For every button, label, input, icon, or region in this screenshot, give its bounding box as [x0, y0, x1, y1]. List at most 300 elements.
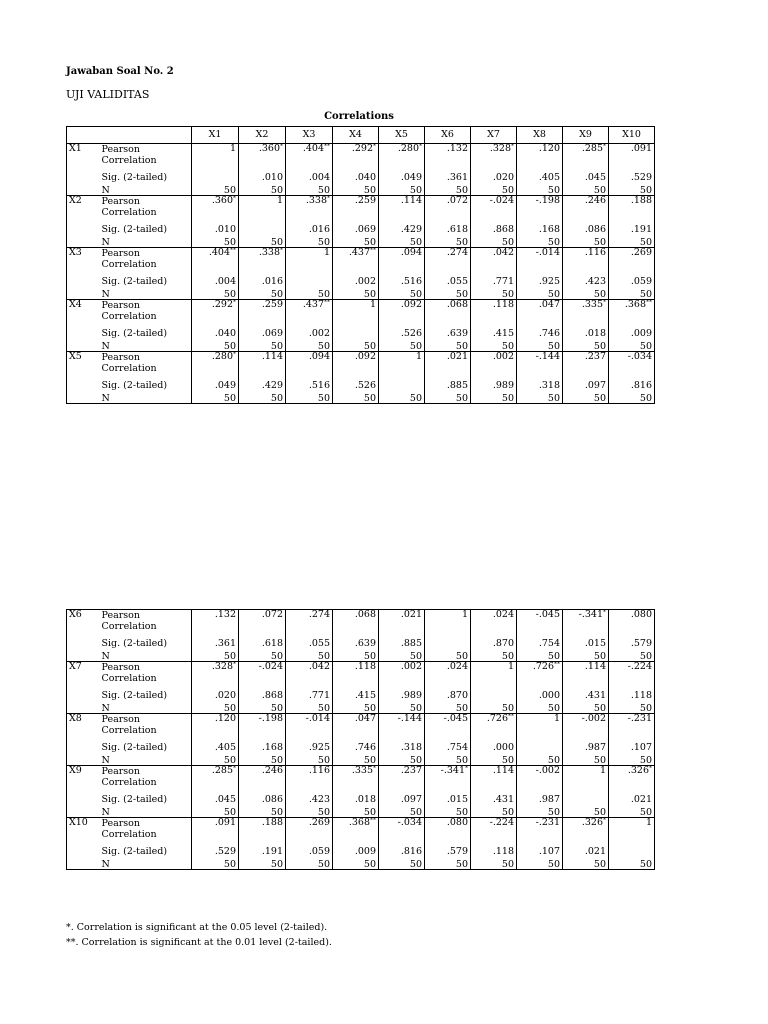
- value-cell: .816: [609, 376, 655, 390]
- sig-row: [67, 790, 655, 804]
- significance-mark: *: [649, 765, 652, 772]
- value-cell: .246: [563, 196, 609, 221]
- value-cell: 50: [286, 752, 333, 766]
- value-cell: -.224: [471, 818, 517, 843]
- value-cell: 50: [379, 338, 425, 352]
- significance-mark: **: [230, 247, 236, 254]
- value-cell: 50: [563, 182, 609, 196]
- significance-mark: *: [465, 765, 468, 772]
- value-cell: .004: [192, 272, 239, 286]
- value-cell: 50: [239, 648, 286, 662]
- value-cell: -.014: [286, 714, 333, 739]
- value-cell: .009: [609, 324, 655, 338]
- value-cell: -.341*: [563, 610, 609, 635]
- value-cell: [425, 634, 471, 648]
- value-cell: .168: [517, 220, 563, 234]
- correlations-table-top: [66, 126, 655, 404]
- value-cell: 50: [609, 700, 655, 714]
- sig-row: [67, 842, 655, 856]
- significance-mark: *: [511, 143, 514, 150]
- value-cell: .415: [471, 324, 517, 338]
- value-cell: .526: [379, 324, 425, 338]
- value-cell: .107: [609, 738, 655, 752]
- value-cell: .080: [609, 610, 655, 635]
- col-header: X7: [471, 127, 517, 144]
- value-cell: 50: [609, 182, 655, 196]
- value-cell: 50: [239, 700, 286, 714]
- value-cell: .094: [286, 352, 333, 377]
- value-cell: .118: [609, 686, 655, 700]
- value-cell: .091: [192, 818, 239, 843]
- n-row: [67, 648, 655, 662]
- value-cell: [517, 738, 563, 752]
- value-cell: .016: [239, 272, 286, 286]
- value-cell: .009: [333, 842, 379, 856]
- value-cell: .726**: [471, 714, 517, 739]
- statistic-label: N: [100, 856, 192, 870]
- n-row: [67, 234, 655, 248]
- value-cell: 50: [425, 234, 471, 248]
- value-cell: .010: [239, 168, 286, 182]
- sig-row: [67, 738, 655, 752]
- value-cell: [333, 324, 379, 338]
- statistic-label: Pearson Correlation: [100, 610, 192, 635]
- value-cell: .771: [286, 686, 333, 700]
- value-cell: 50: [333, 234, 379, 248]
- value-cell: .191: [609, 220, 655, 234]
- significance-mark: *: [603, 609, 606, 616]
- value-cell: 50: [333, 648, 379, 662]
- statistic-label: N: [100, 648, 192, 662]
- value-cell: 50: [239, 182, 286, 196]
- value-cell: .072: [425, 196, 471, 221]
- value-cell: 50: [192, 390, 239, 404]
- value-cell: .335*: [563, 300, 609, 325]
- value-cell: 1: [609, 818, 655, 843]
- pearson-row: [67, 714, 655, 739]
- statistic-label: N: [100, 390, 192, 404]
- value-cell: .529: [192, 842, 239, 856]
- value-cell: 50: [563, 234, 609, 248]
- value-cell: .188: [239, 818, 286, 843]
- n-row: [67, 700, 655, 714]
- statistic-label: Pearson Correlation: [100, 766, 192, 791]
- value-cell: 50: [286, 648, 333, 662]
- value-cell: 50: [425, 338, 471, 352]
- col-header: X8: [517, 127, 563, 144]
- value-cell: .015: [563, 634, 609, 648]
- value-cell: 50: [517, 286, 563, 300]
- value-cell: 50: [333, 804, 379, 818]
- statistic-label: N: [100, 804, 192, 818]
- value-cell: .437**: [333, 248, 379, 273]
- value-cell: .746: [517, 324, 563, 338]
- value-cell: .885: [425, 376, 471, 390]
- value-cell: 1: [379, 352, 425, 377]
- value-cell: .292*: [192, 300, 239, 325]
- value-cell: 50: [192, 752, 239, 766]
- value-cell: .021: [425, 352, 471, 377]
- value-cell: .338*: [239, 248, 286, 273]
- significance-mark: **: [324, 143, 330, 150]
- value-cell: 50: [379, 182, 425, 196]
- value-cell: -.045: [425, 714, 471, 739]
- value-cell: .118: [471, 842, 517, 856]
- significance-mark: *: [233, 351, 236, 358]
- value-cell: .091: [609, 144, 655, 169]
- value-cell: .004: [286, 168, 333, 182]
- value-cell: .361: [192, 634, 239, 648]
- variable-label: X10: [67, 818, 100, 870]
- value-cell: 50: [333, 390, 379, 404]
- value-cell: .114: [379, 196, 425, 221]
- value-cell: 50: [379, 856, 425, 870]
- footnote-05: *. Correlation is significant at the 0.05 level (2-tailed).: [66, 922, 328, 933]
- value-cell: 50: [609, 752, 655, 766]
- variable-label: X6: [67, 610, 100, 662]
- value-cell: 50: [425, 648, 471, 662]
- n-row: [67, 390, 655, 404]
- value-cell: 50: [192, 234, 239, 248]
- value-cell: .047: [517, 300, 563, 325]
- variable-label: X5: [67, 352, 100, 404]
- value-cell: .269: [609, 248, 655, 273]
- value-cell: 50: [517, 856, 563, 870]
- value-cell: 50: [563, 648, 609, 662]
- value-cell: 50: [192, 804, 239, 818]
- value-cell: .618: [425, 220, 471, 234]
- value-cell: 50: [425, 700, 471, 714]
- significance-mark: **: [324, 299, 330, 306]
- value-cell: .002: [286, 324, 333, 338]
- variable-label: X1: [67, 144, 100, 196]
- value-cell: .318: [379, 738, 425, 752]
- value-cell: 1: [239, 196, 286, 221]
- value-cell: 50: [563, 286, 609, 300]
- value-cell: .989: [379, 686, 425, 700]
- value-cell: .120: [517, 144, 563, 169]
- value-cell: 50: [517, 700, 563, 714]
- statistic-label: Pearson Correlation: [100, 196, 192, 221]
- value-cell: 1: [286, 248, 333, 273]
- value-cell: 50: [286, 286, 333, 300]
- value-cell: 50: [563, 338, 609, 352]
- value-cell: .000: [471, 738, 517, 752]
- value-cell: [286, 272, 333, 286]
- value-cell: .092: [379, 300, 425, 325]
- value-cell: .870: [471, 634, 517, 648]
- value-cell: 50: [239, 856, 286, 870]
- value-cell: .326*: [563, 818, 609, 843]
- value-cell: .246: [239, 766, 286, 791]
- significance-mark: *: [280, 247, 283, 254]
- value-cell: .069: [239, 324, 286, 338]
- variable-label: X8: [67, 714, 100, 766]
- value-cell: .618: [239, 634, 286, 648]
- value-cell: .579: [609, 634, 655, 648]
- value-cell: .579: [425, 842, 471, 856]
- value-cell: [239, 220, 286, 234]
- value-cell: 50: [471, 648, 517, 662]
- value-cell: .429: [379, 220, 425, 234]
- value-cell: 50: [563, 804, 609, 818]
- value-cell: 50: [333, 856, 379, 870]
- pearson-row: [67, 248, 655, 273]
- sig-row: [67, 376, 655, 390]
- value-cell: .415: [333, 686, 379, 700]
- value-cell: .092: [333, 352, 379, 377]
- value-cell: 50: [239, 286, 286, 300]
- value-cell: 50: [239, 752, 286, 766]
- value-cell: .868: [471, 220, 517, 234]
- value-cell: -.024: [471, 196, 517, 221]
- value-cell: 50: [333, 286, 379, 300]
- value-cell: .024: [425, 662, 471, 687]
- value-cell: 50: [286, 804, 333, 818]
- value-cell: 50: [239, 390, 286, 404]
- correlations-table-bottom: [66, 609, 655, 870]
- value-cell: .423: [286, 790, 333, 804]
- value-cell: 50: [471, 234, 517, 248]
- value-cell: .529: [609, 168, 655, 182]
- value-cell: 50: [239, 804, 286, 818]
- pearson-row: [67, 662, 655, 687]
- value-cell: .097: [379, 790, 425, 804]
- value-cell: .423: [563, 272, 609, 286]
- value-cell: .285*: [192, 766, 239, 791]
- statistic-label: Sig. (2-tailed): [100, 220, 192, 234]
- value-cell: .086: [563, 220, 609, 234]
- value-cell: -.034: [609, 352, 655, 377]
- statistic-label: N: [100, 286, 192, 300]
- value-cell: .274: [286, 610, 333, 635]
- value-cell: .405: [517, 168, 563, 182]
- value-cell: .094: [379, 248, 425, 273]
- value-cell: .049: [192, 376, 239, 390]
- table-title: Correlations: [324, 111, 394, 122]
- value-cell: .639: [333, 634, 379, 648]
- value-cell: [471, 686, 517, 700]
- value-cell: .516: [286, 376, 333, 390]
- value-cell: 50: [563, 752, 609, 766]
- value-cell: .368**: [609, 300, 655, 325]
- n-row: [67, 182, 655, 196]
- statistic-label: Sig. (2-tailed): [100, 168, 192, 182]
- n-row: [67, 804, 655, 818]
- value-cell: 50: [563, 700, 609, 714]
- value-cell: .405: [192, 738, 239, 752]
- significance-mark: *: [373, 765, 376, 772]
- section-heading: UJI VALIDITAS: [66, 88, 150, 101]
- value-cell: .132: [425, 144, 471, 169]
- value-cell: 50: [379, 700, 425, 714]
- statistic-label: Pearson Correlation: [100, 352, 192, 377]
- value-cell: .068: [333, 610, 379, 635]
- value-cell: .280*: [192, 352, 239, 377]
- value-cell: .987: [517, 790, 563, 804]
- value-cell: .002: [471, 352, 517, 377]
- value-cell: 50: [239, 338, 286, 352]
- n-row: [67, 752, 655, 766]
- value-cell: .429: [239, 376, 286, 390]
- value-cell: 50: [609, 804, 655, 818]
- value-cell: 50: [517, 390, 563, 404]
- value-cell: .020: [471, 168, 517, 182]
- value-cell: 50: [192, 700, 239, 714]
- value-cell: -.144: [517, 352, 563, 377]
- value-cell: .047: [333, 714, 379, 739]
- value-cell: .885: [379, 634, 425, 648]
- value-cell: 50: [609, 648, 655, 662]
- value-cell: 50: [379, 804, 425, 818]
- sig-row: [67, 272, 655, 286]
- value-cell: 50: [379, 286, 425, 300]
- value-cell: 50: [517, 338, 563, 352]
- value-cell: 50: [192, 182, 239, 196]
- value-cell: .526: [333, 376, 379, 390]
- sig-row: [67, 686, 655, 700]
- value-cell: .107: [517, 842, 563, 856]
- statistic-label: Pearson Correlation: [100, 714, 192, 739]
- value-cell: 50: [517, 648, 563, 662]
- value-cell: 50: [517, 752, 563, 766]
- value-cell: 50: [471, 338, 517, 352]
- statistic-label: Pearson Correlation: [100, 818, 192, 843]
- significance-mark: *: [373, 143, 376, 150]
- value-cell: 50: [286, 856, 333, 870]
- value-cell: .132: [192, 610, 239, 635]
- significance-mark: *: [233, 765, 236, 772]
- value-cell: 50: [286, 234, 333, 248]
- value-cell: .335*: [333, 766, 379, 791]
- value-cell: -.231: [517, 818, 563, 843]
- value-cell: .080: [425, 818, 471, 843]
- value-cell: 1: [425, 610, 471, 635]
- statistic-label: Sig. (2-tailed): [100, 634, 192, 648]
- col-header: X3: [286, 127, 333, 144]
- value-cell: 50: [192, 286, 239, 300]
- value-cell: 50: [517, 234, 563, 248]
- value-cell: .326*: [609, 766, 655, 791]
- value-cell: .431: [563, 686, 609, 700]
- value-cell: .360*: [239, 144, 286, 169]
- significance-mark: **: [508, 713, 514, 720]
- value-cell: .269: [286, 818, 333, 843]
- value-cell: [379, 376, 425, 390]
- value-cell: 50: [239, 234, 286, 248]
- value-cell: .069: [333, 220, 379, 234]
- value-cell: .259: [333, 196, 379, 221]
- value-cell: 50: [471, 286, 517, 300]
- sig-row: [67, 168, 655, 182]
- statistic-label: N: [100, 700, 192, 714]
- value-cell: 50: [609, 390, 655, 404]
- value-cell: .361: [425, 168, 471, 182]
- value-cell: .045: [563, 168, 609, 182]
- value-cell: 50: [563, 390, 609, 404]
- value-cell: .059: [609, 272, 655, 286]
- significance-mark: *: [603, 817, 606, 824]
- value-cell: 50: [517, 182, 563, 196]
- value-cell: .118: [333, 662, 379, 687]
- value-cell: 50: [425, 390, 471, 404]
- value-cell: .925: [517, 272, 563, 286]
- value-cell: .120: [192, 714, 239, 739]
- value-cell: .097: [563, 376, 609, 390]
- value-cell: -.024: [239, 662, 286, 687]
- value-cell: -.045: [517, 610, 563, 635]
- variable-label: X3: [67, 248, 100, 300]
- value-cell: -.198: [239, 714, 286, 739]
- value-cell: [563, 790, 609, 804]
- value-cell: .086: [239, 790, 286, 804]
- value-cell: .002: [333, 272, 379, 286]
- significance-mark: *: [603, 299, 606, 306]
- value-cell: .049: [379, 168, 425, 182]
- value-cell: 50: [425, 752, 471, 766]
- value-cell: .237: [563, 352, 609, 377]
- value-cell: .002: [379, 662, 425, 687]
- value-cell: .072: [239, 610, 286, 635]
- value-cell: -.224: [609, 662, 655, 687]
- value-cell: 50: [471, 804, 517, 818]
- value-cell: .116: [563, 248, 609, 273]
- value-cell: .000: [517, 686, 563, 700]
- value-cell: .042: [471, 248, 517, 273]
- value-cell: -.198: [517, 196, 563, 221]
- value-cell: 50: [609, 338, 655, 352]
- significance-mark: *: [327, 195, 330, 202]
- significance-mark: *: [233, 661, 236, 668]
- value-cell: .925: [286, 738, 333, 752]
- value-cell: .114: [563, 662, 609, 687]
- value-cell: .024: [471, 610, 517, 635]
- value-cell: -.144: [379, 714, 425, 739]
- value-cell: 50: [333, 338, 379, 352]
- value-cell: 50: [379, 390, 425, 404]
- value-cell: .114: [471, 766, 517, 791]
- variable-label: X4: [67, 300, 100, 352]
- statistic-label: N: [100, 338, 192, 352]
- value-cell: 50: [379, 648, 425, 662]
- value-cell: 50: [333, 700, 379, 714]
- value-cell: .274: [425, 248, 471, 273]
- statistic-label: Sig. (2-tailed): [100, 790, 192, 804]
- value-cell: .055: [425, 272, 471, 286]
- value-cell: 50: [471, 182, 517, 196]
- value-cell: .015: [425, 790, 471, 804]
- value-cell: .816: [379, 842, 425, 856]
- value-cell: .059: [286, 842, 333, 856]
- col-header: X10: [609, 127, 655, 144]
- value-cell: .040: [192, 324, 239, 338]
- statistic-label: N: [100, 752, 192, 766]
- sig-row: [67, 634, 655, 648]
- value-cell: 1: [517, 714, 563, 739]
- value-cell: .437**: [286, 300, 333, 325]
- value-cell: .868: [239, 686, 286, 700]
- value-cell: 1: [563, 766, 609, 791]
- value-cell: .328*: [192, 662, 239, 687]
- value-cell: -.341*: [425, 766, 471, 791]
- value-cell: .042: [286, 662, 333, 687]
- value-cell: -.231: [609, 714, 655, 739]
- pearson-row: [67, 818, 655, 843]
- sig-row: [67, 324, 655, 338]
- pearson-row: [67, 196, 655, 221]
- value-cell: .010: [192, 220, 239, 234]
- significance-mark: *: [419, 143, 422, 150]
